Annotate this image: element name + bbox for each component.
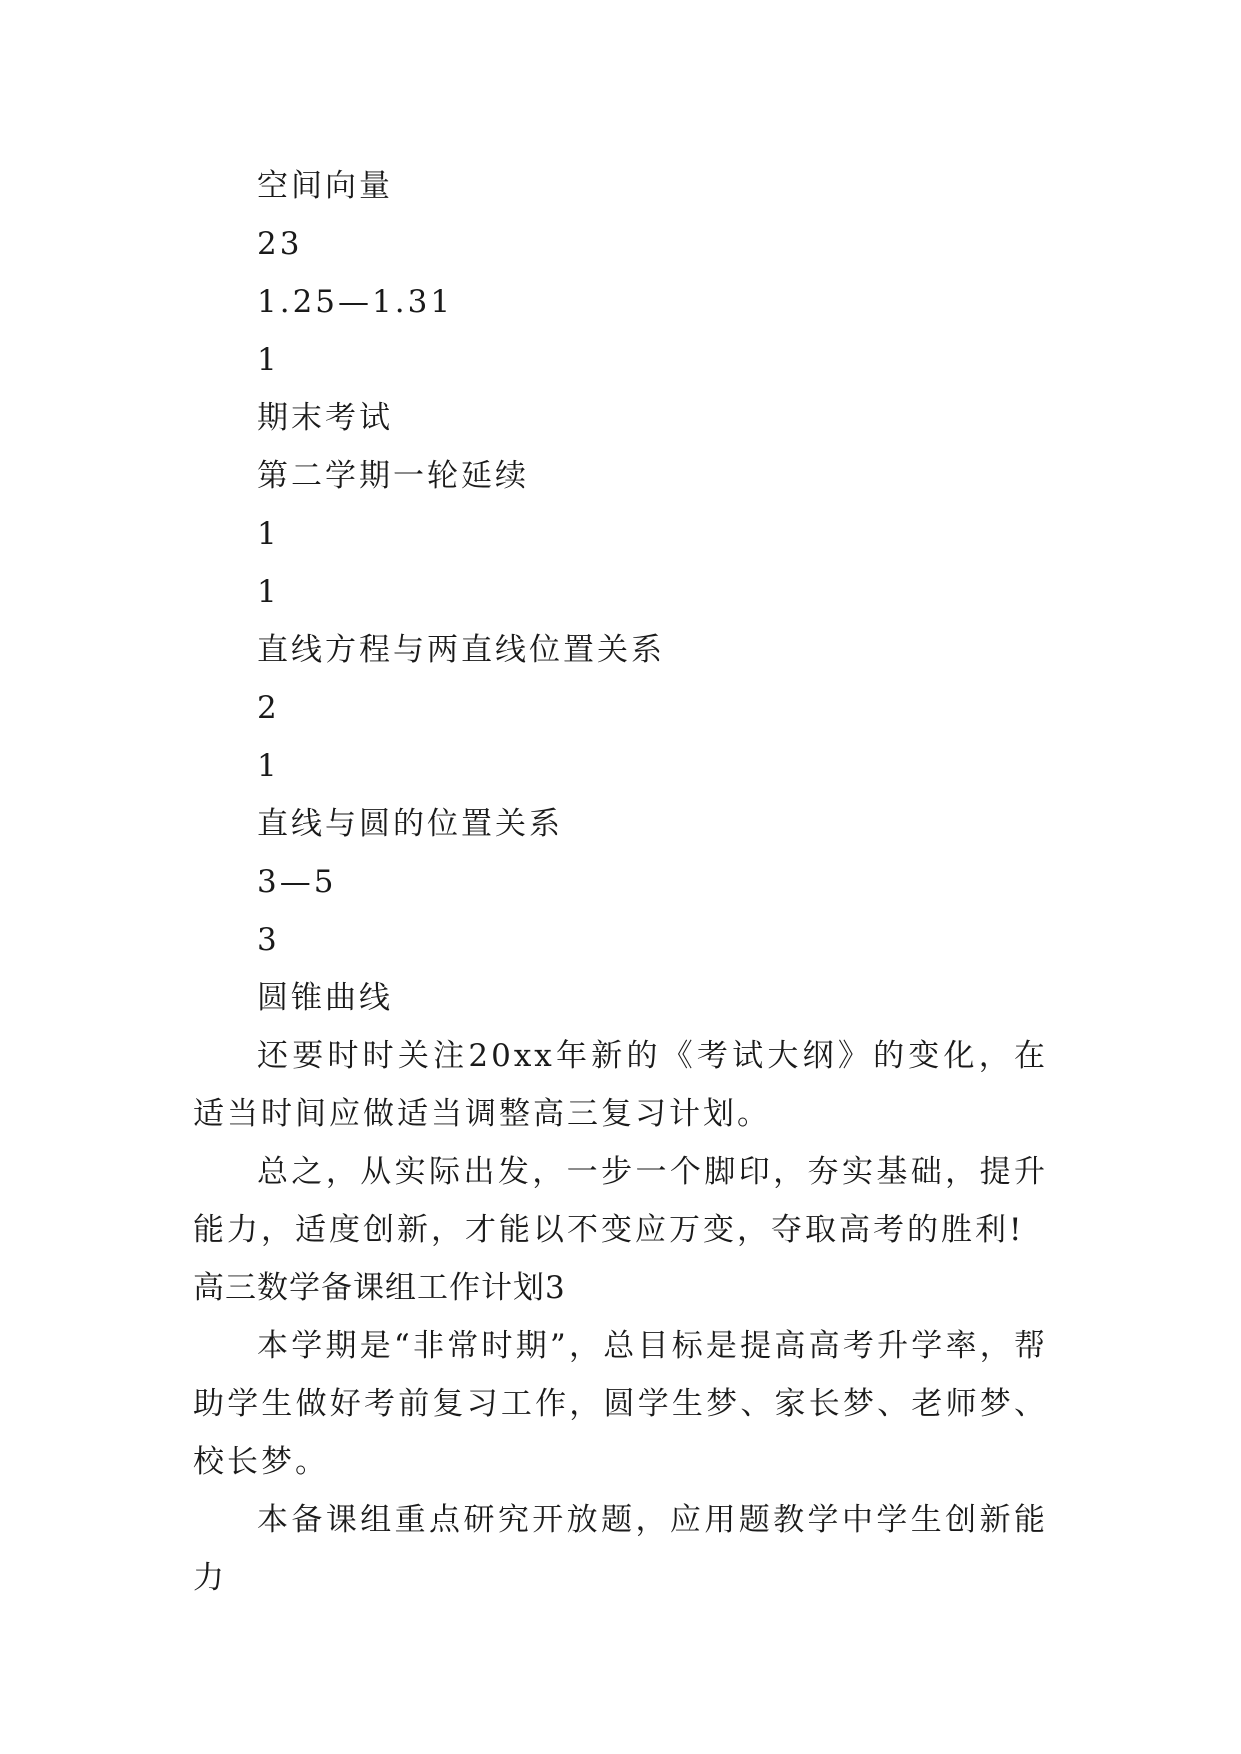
table-cell-text: 3—5 xyxy=(257,864,337,900)
table-cell-text: 1 xyxy=(257,516,280,552)
table-cell-text: 1 xyxy=(257,748,280,784)
table-cell-text: 空间向量 xyxy=(257,168,393,204)
table-cell-text: 23 xyxy=(257,226,303,262)
paragraph-exam-outline: 还要时时关注20xx年新的《考试大纲》的变化，在适当时间应做适当调整高三复习计划。 xyxy=(193,1038,1048,1132)
table-cell-text: 3 xyxy=(257,922,280,958)
paragraph-semester-goal: 本学期是“非常时期”，总目标是提高高考升学率，帮助学生做好考前复习工作，圆学生梦、家长梦、老师梦、校长梦。 xyxy=(193,1328,1048,1480)
table-cell-text: 第二学期一轮延续 xyxy=(257,458,529,494)
table-cell-text: 1 xyxy=(257,342,280,378)
table-cell-text: 圆锥曲线 xyxy=(257,980,393,1016)
table-cell-text: 1 xyxy=(257,574,280,610)
paragraph-conclusion: 总之，从实际出发，一步一个脚印，夯实基础，提升能力，适度创新，才能以不变应万变，夺取高考的胜利! xyxy=(193,1154,1048,1248)
table-cell-text: 直线方程与两直线位置关系 xyxy=(257,632,665,668)
table-cell-text: 期末考试 xyxy=(257,400,393,436)
table-cell-text: 直线与圆的位置关系 xyxy=(257,806,563,842)
section-title: 高三数学备课组工作计划3 xyxy=(193,1270,566,1306)
document-body xyxy=(193,157,1048,1607)
paragraph-research-focus: 本备课组重点研究开放题，应用题教学中学生创新能力 xyxy=(193,1502,1048,1596)
table-cell-text: 1.25—1.31 xyxy=(257,284,454,320)
table-cell-text: 2 xyxy=(257,690,280,726)
